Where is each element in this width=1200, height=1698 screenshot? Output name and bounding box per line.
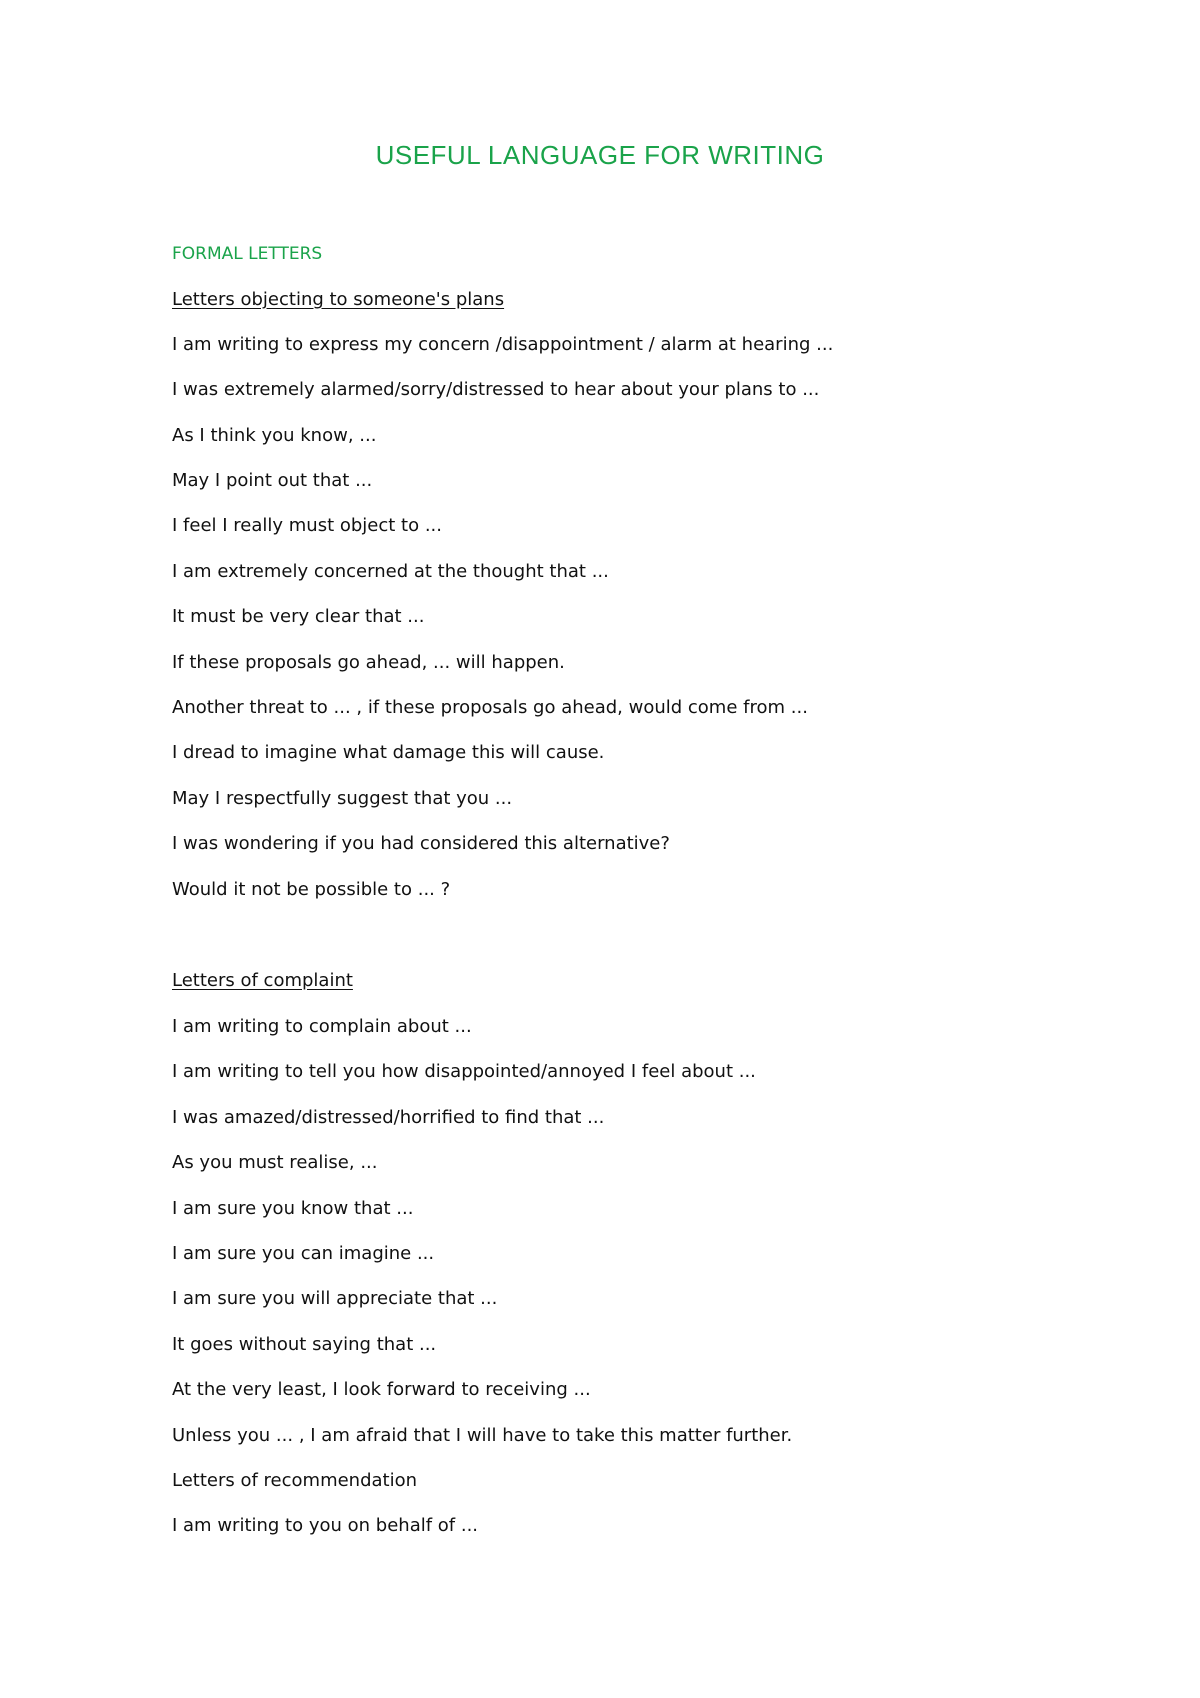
- subheading-complaint: Letters of complaint: [172, 970, 353, 991]
- subheading-objecting: Letters objecting to someone's plans: [172, 289, 505, 310]
- section-heading-formal-letters: FORMAL LETTERS: [172, 244, 323, 264]
- phrase-item: Another threat to ... , if these proposals go ahead, would come from ...: [172, 697, 808, 718]
- phrase-item: As you must realise, ...: [172, 1152, 378, 1173]
- phrase-item: I was amazed/distressed/horrified to find that ...: [172, 1107, 605, 1128]
- phrase-item: I was extremely alarmed/sorry/distressed to hear about your plans to ...: [172, 379, 820, 400]
- phrase-item: I dread to imagine what damage this will cause.: [172, 742, 605, 763]
- phrase-item: I am writing to you on behalf of ...: [172, 1515, 479, 1536]
- phrase-item: At the very least, I look forward to receiving ...: [172, 1379, 591, 1400]
- phrase-item: Would it not be possible to ... ?: [172, 879, 451, 900]
- phrase-item: I am writing to express my concern /disappointment / alarm at hearing ...: [172, 334, 834, 355]
- phrase-item: I am extremely concerned at the thought that ...: [172, 561, 609, 582]
- phrase-item: May I point out that ...: [172, 470, 373, 491]
- phrase-item: It must be very clear that ...: [172, 606, 425, 627]
- phrase-item: I was wondering if you had considered this alternative?: [172, 833, 670, 854]
- phrase-item: If these proposals go ahead, ... will happen.: [172, 652, 565, 673]
- phrase-item: I am writing to tell you how disappointed/annoyed I feel about ...: [172, 1061, 756, 1082]
- phrase-item: I am sure you know that ...: [172, 1198, 414, 1219]
- phrase-item: May I respectfully suggest that you ...: [172, 788, 513, 809]
- phrase-item: I feel I really must object to ...: [172, 515, 442, 536]
- subheading-recommendation: Letters of recommendation: [172, 1470, 418, 1491]
- phrase-item: As I think you know, ...: [172, 425, 377, 446]
- phrase-item: It goes without saying that ...: [172, 1334, 437, 1355]
- phrase-item: I am writing to complain about ...: [172, 1016, 472, 1037]
- document-title: USEFUL LANGUAGE FOR WRITING: [375, 140, 825, 170]
- phrase-item: I am sure you will appreciate that ...: [172, 1288, 498, 1309]
- phrase-item: I am sure you can imagine ...: [172, 1243, 435, 1264]
- phrase-item: Unless you ... , I am afraid that I will have to take this matter further.: [172, 1425, 793, 1446]
